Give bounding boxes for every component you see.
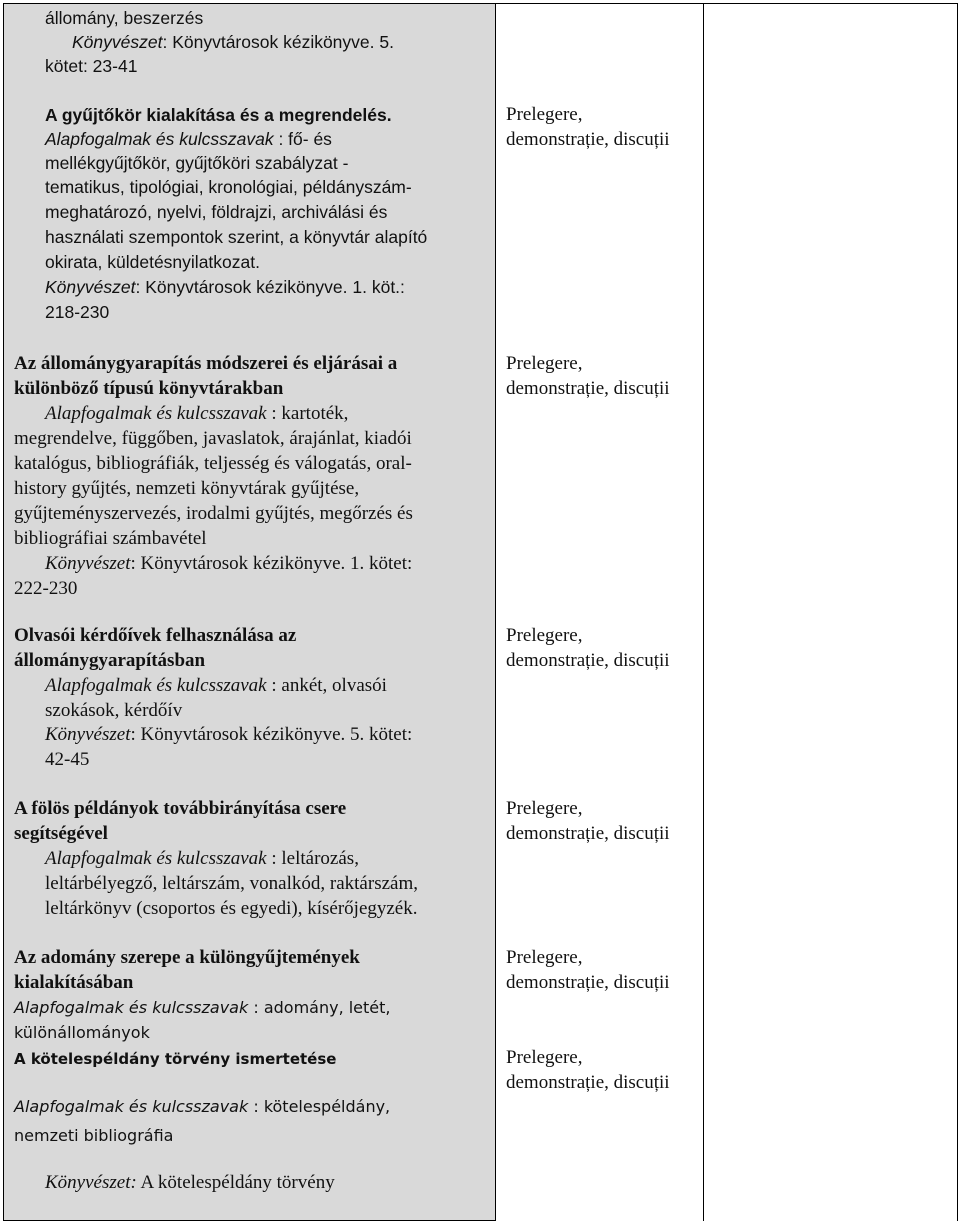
keywords-line: Alapfogalmak és kulcsszavak : kartoték, [45, 403, 349, 424]
bibliography-line: kötet: 23-41 [45, 56, 138, 76]
keywords-line: Alapfogalmak és kulcsszavak : ankét, olvasói [45, 675, 387, 696]
method-line: demonstrație, discuții [506, 823, 670, 844]
bibliography-line: Könyvészet: Könyvtárosok kézikönyve. 5. [72, 32, 394, 52]
methods-column [496, 3, 704, 1221]
method-line: Prelegere, [506, 104, 583, 125]
topic-title: Olvasói kérdőívek felhasználása az [14, 625, 297, 646]
keywords-line: leltárkönyv (csoportos és egyedi), kísérőjegyzék. [45, 898, 418, 919]
topic-text-line: állomány, beszerzés [45, 8, 204, 28]
keywords-line: tematikus, tipológiai, kronológiai, példányszám- [45, 177, 412, 197]
keywords-line: gyűjteményszervezés, irodalmi gyűjtés, megőrzés és [14, 503, 413, 524]
keywords-line: Alapfogalmak és kulcsszavak : leltározás, [45, 848, 359, 869]
method-line: demonstrație, discuții [506, 129, 670, 150]
bibliography-line: Könyvészet: Könyvtárosok kézikönyve. 5. kötet: [45, 724, 413, 745]
bibliography-pages: 218-230 [45, 302, 110, 322]
topic-title: Az adomány szerepe a különgyűjtemények [14, 947, 360, 968]
keywords-line: Alapfogalmak és kulcsszavak : adomány, letét, [14, 998, 391, 1017]
keywords-line: katalógus, bibliográfiák, teljesség és válogatás, oral- [14, 453, 412, 474]
keywords-line: leltárbélyegző, leltárszám, vonalkód, raktárszám, [45, 873, 418, 894]
keywords-line: megrendelve, függőben, javaslatok, árajánlat, kiadói [14, 428, 412, 449]
topic-title: kialakításában [14, 972, 134, 993]
keywords-line: szokások, kérdőív [45, 700, 183, 721]
keywords-line: különállományok [14, 1023, 150, 1042]
topic-title: különböző típusú könyvtárakban [14, 378, 284, 399]
notes-column [704, 3, 958, 1221]
topic-title: állománygyarapításban [14, 650, 206, 671]
bibliography-pages: 222-230 [14, 578, 78, 599]
keywords-line: history gyűjtés, nemzeti könyvtárak gyűjtése, [14, 478, 360, 499]
method-line: Prelegere, [506, 353, 583, 374]
method-line: demonstrație, discuții [506, 972, 670, 993]
method-line: Prelegere, [506, 798, 583, 819]
keywords-line: nemzeti bibliográfia [14, 1126, 174, 1145]
bibliography-line: Könyvészet: Könyvtárosok kézikönyve. 1. köt.: [45, 277, 405, 297]
keywords-line: használati szempontok szerint, a könyvtár alapító [45, 227, 428, 247]
method-line: Prelegere, [506, 625, 583, 646]
topic-title: A fölös példányok továbbirányítása csere [14, 798, 347, 819]
method-line: Prelegere, [506, 947, 583, 968]
topic-title: segítségével [14, 823, 108, 844]
keywords-line: meghatározó, nyelvi, földrajzi, archiválási és [45, 202, 388, 222]
method-line: demonstrație, discuții [506, 650, 670, 671]
method-line: demonstrație, discuții [506, 1072, 670, 1093]
topic-title: A gyűjtőkör kialakítása és a megrendelés. [45, 105, 392, 125]
bibliography-line: Könyvészet: A kötelespéldány törvény [45, 1172, 335, 1193]
topic-title: Az állománygyarapítás módszerei és eljárásai a [14, 353, 398, 374]
keywords-line: Alapfogalmak és kulcsszavak : kötelespéldány, [14, 1097, 391, 1116]
keywords-line: okirata, küldetésnyilatkozat. [45, 252, 260, 272]
method-line: demonstrație, discuții [506, 378, 670, 399]
topic-title: A kötelespéldány törvény ismertetése [14, 1050, 337, 1068]
keywords-line: Alapfogalmak és kulcsszavak : fő- és [45, 129, 332, 149]
bibliography-line: Könyvészet: Könyvtárosok kézikönyve. 1. kötet: [45, 553, 413, 574]
keywords-line: mellékgyűjtőkör, gyűjtőköri szabályzat - [45, 153, 349, 173]
keywords-line: bibliográfiai számbavétel [14, 528, 207, 549]
bibliography-pages: 42-45 [45, 749, 90, 770]
method-line: Prelegere, [506, 1047, 583, 1068]
